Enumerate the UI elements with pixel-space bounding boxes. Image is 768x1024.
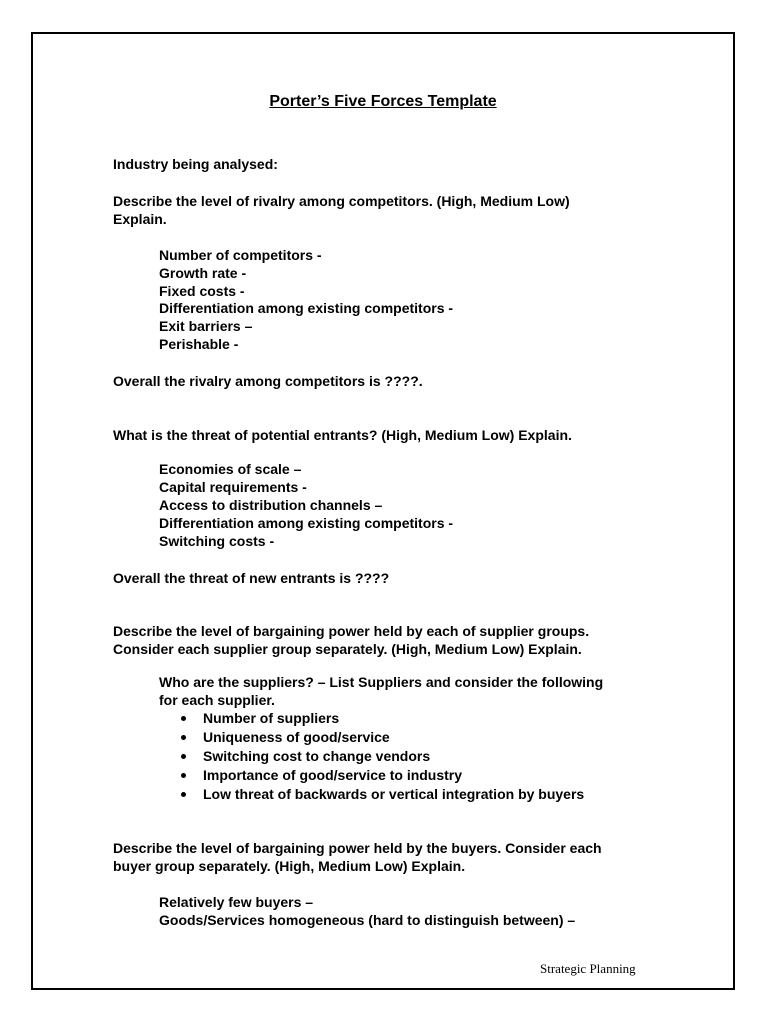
list-item (159, 766, 584, 785)
supplier-factor: Importance of good/service to industry (203, 767, 463, 783)
list-item (159, 728, 584, 747)
suppliers-question-line-1: Describe the level of bargaining power held by each of supplier groups. (113, 623, 590, 639)
rivalry-item: Exit barriers – (159, 318, 253, 334)
rivalry-item: Perishable - (159, 336, 239, 352)
bullet-icon (181, 716, 186, 721)
industry-label: Industry being analysed: (113, 156, 278, 172)
buyers-question-line-2: buyer group separately. (High, Medium Low) Explain. (113, 858, 466, 874)
buyers-item: Goods/Services homogeneous (hard to distinguish between) – (159, 912, 576, 928)
supplier-factors-list (159, 709, 584, 804)
rivalry-item: Fixed costs - (159, 283, 245, 299)
supplier-factor: Number of suppliers (203, 710, 340, 726)
bullet-icon (181, 735, 186, 740)
entrants-item: Switching costs - (159, 533, 275, 549)
entrants-item: Economies of scale – (159, 461, 302, 477)
bullet-icon (181, 773, 186, 778)
supplier-factor: Uniqueness of good/service (203, 729, 390, 745)
bullet-icon (181, 792, 186, 797)
rivalry-question-line-1: Describe the level of rivalry among competitors. (High, Medium Low) (113, 193, 570, 209)
page-footer: Strategic Planning (540, 961, 636, 976)
entrants-question: What is the threat of potential entrants? (High, Medium Low) Explain. (113, 427, 572, 443)
supplier-factor: Switching cost to change vendors (203, 748, 431, 764)
rivalry-item: Growth rate - (159, 265, 247, 281)
suppliers-question-line-2: Consider each supplier group separately. (High, Medium Low) Explain. (113, 641, 582, 657)
entrants-item: Differentiation among existing competitors - (159, 515, 454, 531)
list-item (159, 747, 584, 766)
rivalry-overall: Overall the rivalry among competitors is ????. (113, 373, 423, 389)
supplier-factor: Low threat of backwards or vertical integration by buyers (203, 786, 585, 802)
list-item (159, 709, 584, 728)
document-title: Porter’s Five Forces Template (269, 93, 497, 110)
rivalry-question-line-2: Explain. (113, 211, 167, 227)
entrants-overall: Overall the threat of new entrants is ???? (113, 570, 390, 586)
entrants-item: Access to distribution channels – (159, 497, 383, 513)
buyers-question-line-1: Describe the level of bargaining power held by the buyers. Consider each (113, 840, 602, 856)
bullet-icon (181, 754, 186, 759)
list-item (159, 785, 584, 804)
rivalry-item: Differentiation among existing competitors - (159, 300, 454, 316)
buyers-item: Relatively few buyers – (159, 894, 314, 910)
suppliers-prompt-line-2: for each supplier. (159, 692, 275, 708)
suppliers-prompt-line-1: Who are the suppliers? – List Suppliers and consider the following (159, 674, 604, 690)
rivalry-item: Number of competitors - (159, 247, 322, 263)
entrants-item: Capital requirements - (159, 479, 307, 495)
